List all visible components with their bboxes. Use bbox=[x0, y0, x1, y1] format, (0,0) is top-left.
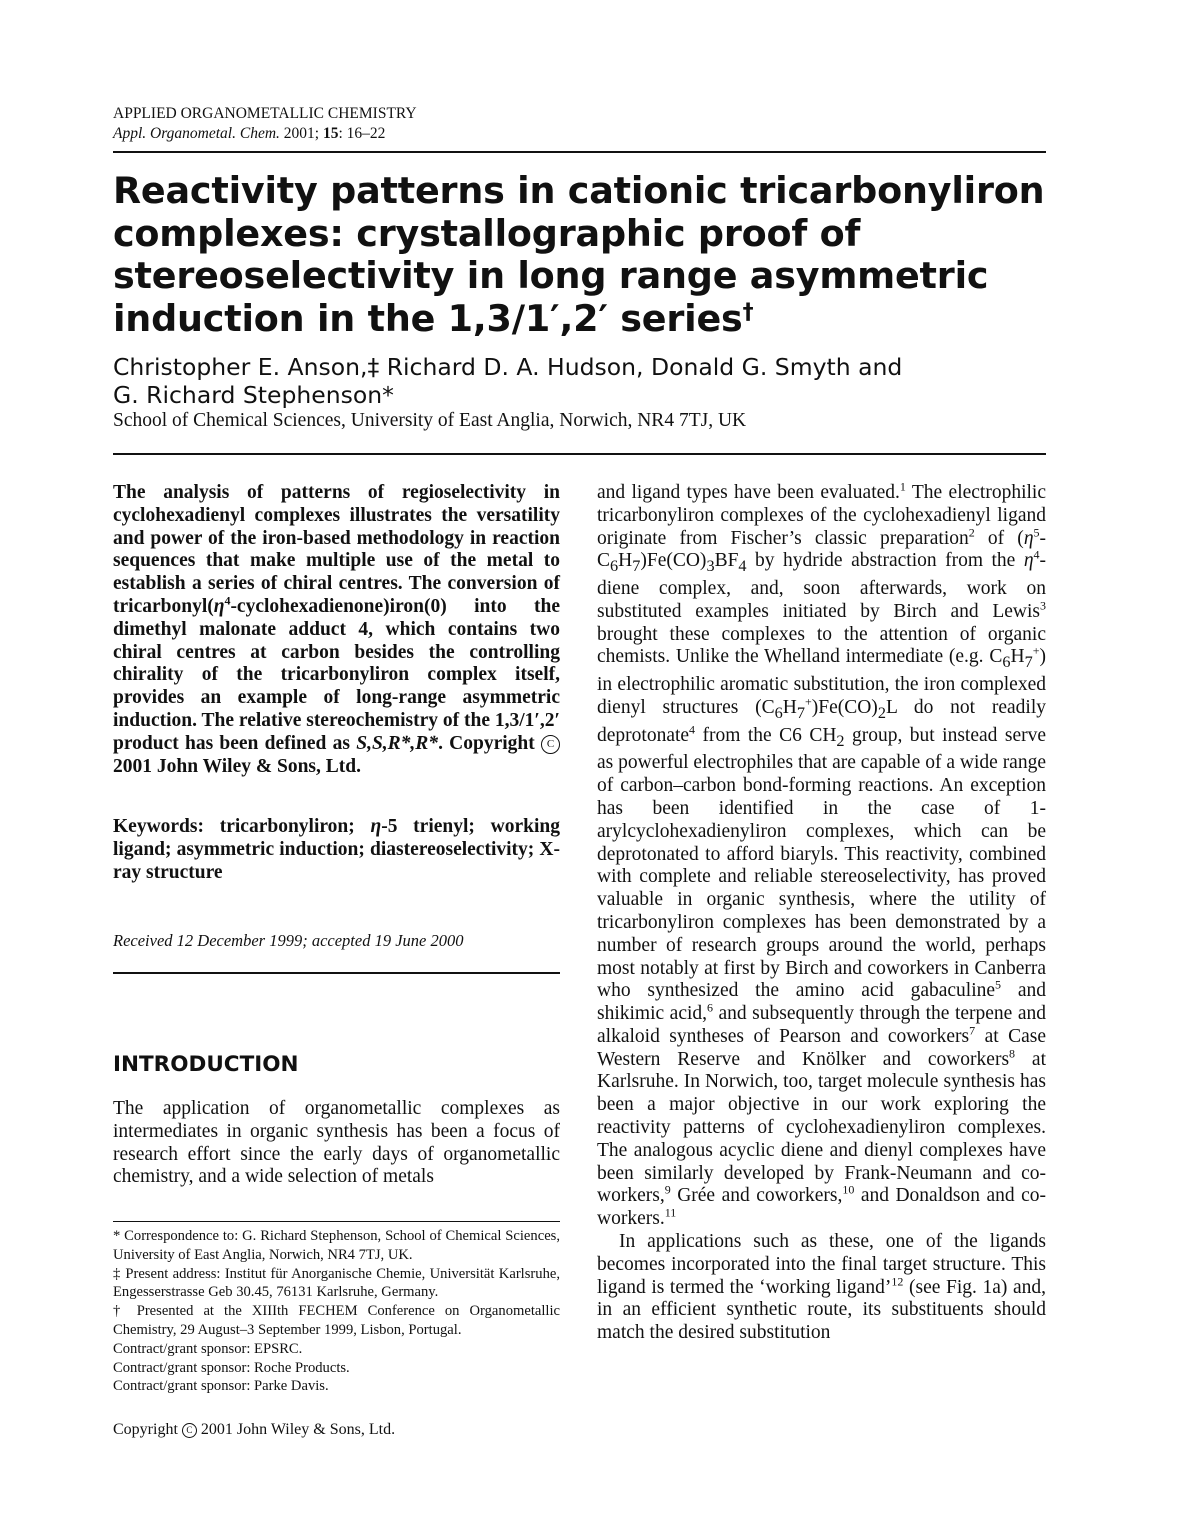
title-line-3: stereoselectivity in long range asymmetric bbox=[113, 254, 989, 297]
footnote-sponsor-3: Contract/grant sponsor: Parke Davis. bbox=[113, 1378, 329, 1395]
title-line-1: Reactivity patterns in cationic tricarbonyliron bbox=[113, 169, 1045, 212]
abstract-rule bbox=[113, 972, 560, 974]
keywords: Keywords: tricarbonyliron; η-5 trienyl; working ligand; asymmetric induction; diastereoselectivity; X-ray structure bbox=[113, 816, 560, 883]
header-rule bbox=[113, 453, 1046, 455]
right-column bbox=[597, 479, 1047, 1345]
footnote-sponsor-2: Contract/grant sponsor: Roche Products. bbox=[113, 1359, 350, 1376]
title-footnote-mark: † bbox=[742, 299, 754, 325]
title-line-2: complexes: crystallographic proof of bbox=[113, 211, 861, 255]
footnotes bbox=[113, 1227, 560, 1396]
footnote-rule bbox=[113, 1221, 560, 1222]
copyright-icon: C bbox=[541, 735, 560, 754]
authors-line-2: G. Richard Stephenson* bbox=[113, 381, 394, 409]
author-list bbox=[113, 353, 1013, 409]
authors-line-1: Christopher E. Anson,‡ Richard D. A. Hudson, Donald G. Smyth and bbox=[113, 353, 903, 381]
journal-year: 2001; bbox=[283, 125, 320, 142]
body-paragraph-2: In applications such as these, one of the ligands becomes incorporated into the final target structure. This ligand is termed the ‘working ligand’$^{12}$ (see Fig. 1a) and, in an efficient synthetic route, its substituents should match the desired substitution bbox=[597, 1231, 1046, 1344]
abstract bbox=[113, 482, 560, 778]
footnote-sponsor-1: Contract/grant sponsor: EPSRC. bbox=[113, 1340, 303, 1357]
footnote-presented: † Presented at the XIIIth FECHEM Conference on Organometallic Chemistry, 29 August–3 September 1999, Lisbon, Portugal. bbox=[113, 1303, 560, 1338]
journal-name: APPLIED ORGANOMETALLIC CHEMISTRY bbox=[113, 105, 417, 122]
copyright-line: Copyright C 2001 John Wiley & Sons, Ltd. bbox=[113, 1421, 396, 1438]
body-paragraph-1: and ligand types have been evaluated.$^1$ The electrophilic tricarbonyliron complexes of the cyclohexadienyl ligand originate from Fischer’s classic preparation$^2$ of $(\eta^5-C_6H_7)Fe(CO)_3BF_4$ by hydride abstraction from the η$^4$-diene complex, and, soon afterwards, work on substituted examples initiated by Birch and Lewis$^3$ brought these complexes to the attention of organic chemists. Unlike the Whelland intermediate (e.g. $C_6H_7^+$) in electrophilic aromatic substitution, the iron complexed dienyl structures $(C_6H_7^+)Fe(CO)_2L$ do not readily deprotonate$^4$ from the C6 $CH_2$ group, but instead serve as powerful electrophiles that are capable of a wide range of carbon–carbon bond-forming reactions. An exception has been identified in the case of 1-arylcyclohexadienyliron complexes, which can be deprotonated to afford biaryls. This reactivity, combined with complete and reliable stereoselectivity, has proved valuable in organic synthesis, where the utility of tricarbonyliron complexes has been demonstrated by a number of research groups around the world, perhaps most notably at first by Birch and coworkers in Canberra who synthesized the amino acid gabaculine$^5$ and shikimic acid,$^6$ and subsequently through the terpene and alkaloid syntheses of Pearson and coworkers$^7$ at Case Western Reserve and Knölker and coworkers$^8$ at Karlsruhe. In Norwich, too, target molecule synthesis has been a major objective in our work exploring the reactivity patterns of cyclohexadienyliron complexes. The analogous acyclic diene and dienyl complexes have been similarly developed by Frank-Neumann and co-workers,$^9$ Grée and coworkers,$^{10}$ and Donaldson and co-workers.$^{11}$ bbox=[597, 479, 1047, 1230]
journal-abbrev: Appl. Organometal. Chem. bbox=[113, 125, 280, 142]
received-dates: Received 12 December 1999; accepted 19 June 2000 bbox=[113, 931, 464, 950]
intro-left-column bbox=[113, 1098, 560, 1189]
journal-header bbox=[113, 104, 417, 144]
journal-pages: : 16–22 bbox=[338, 125, 386, 142]
article-title bbox=[113, 170, 1053, 340]
intro-paragraph: The application of organometallic complexes as intermediates in organic synthesis has been a focus of research effort since the early days of organometallic chemistry, and a wide selection of metals bbox=[113, 1098, 560, 1188]
journal-volume: 15 bbox=[322, 125, 339, 142]
footnote-correspondence: * Correspondence to: G. Richard Stephenson, School of Chemical Sciences, University of East Anglia, Norwich, NR4 7TJ, UK. bbox=[113, 1228, 560, 1263]
title-line-4: induction in the 1,3/1′,2′ series bbox=[113, 296, 743, 340]
top-rule bbox=[113, 151, 1046, 153]
section-heading-introduction: INTRODUCTION bbox=[113, 1052, 299, 1077]
copyright-icon: C bbox=[182, 1423, 197, 1438]
affiliation: School of Chemical Sciences, University of East Anglia, Norwich, NR4 7TJ, UK bbox=[113, 410, 747, 431]
journal-citation bbox=[113, 124, 417, 144]
abstract-text: The analysis of patterns of regioselectivity in cyclohexadienyl complexes illustrates the versatility and power of the iron-based methodology in reaction sequences that make multiple use of the metal to establish a series of chiral centres. The conversion of tricarbonyl(η$^4$-cyclohexadienone)iron(0) into the dimethyl malonate adduct 4, which contains two chiral centres at carbon besides the controlling chirality of the tricarbonyliron complex itself, provides an example of long-range asymmetric induction. The relative stereochemistry of the 1,3/1′,2′ product has been defined as S,S,R*,R*. Copyright C 2001 John Wiley & Sons, Ltd. bbox=[113, 482, 560, 777]
footnote-present-address: ‡ Present address: Institut für Anorganische Chemie, Universität Karlsruhe, Engesserstrasse Geb 30.45, 76131 Karlsruhe, Germany. bbox=[113, 1265, 560, 1301]
